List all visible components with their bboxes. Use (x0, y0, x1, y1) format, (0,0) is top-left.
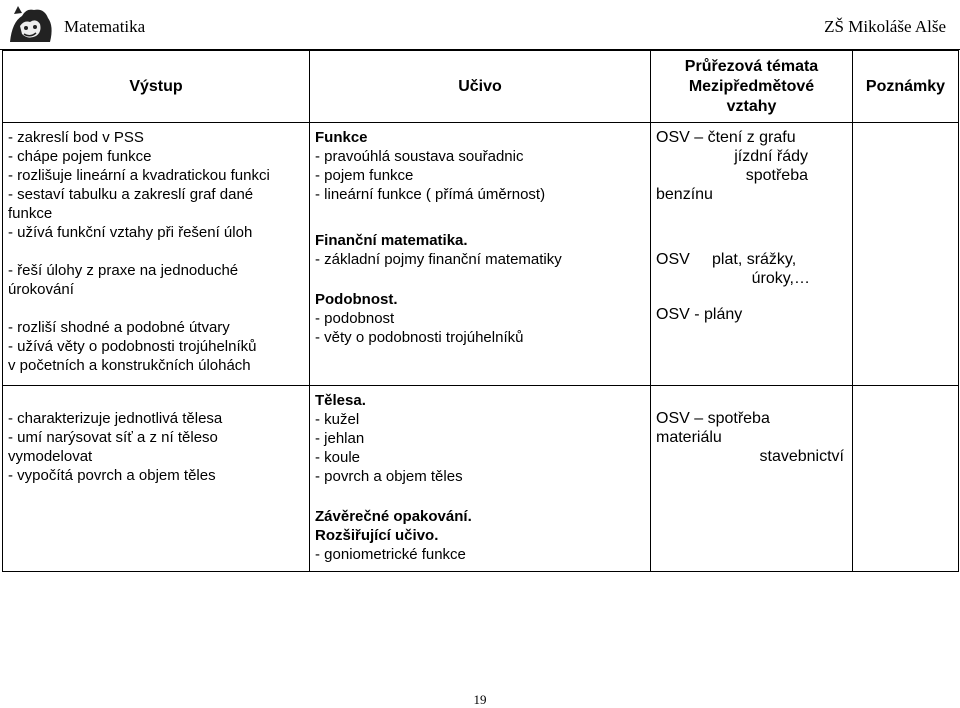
column-header-curriculum: Učivo (310, 51, 651, 123)
curriculum-item: - goniometrické funkce (315, 546, 466, 563)
cross-topic-line: materiálu (656, 429, 722, 446)
curriculum-item: - kužel (315, 411, 360, 428)
cross-header-line: Průřezová témata (684, 57, 819, 75)
cross-topics-cell (651, 123, 853, 386)
cross-header-line: vztahy (726, 97, 777, 115)
output-line: úrokování (8, 281, 74, 298)
section-title: Finanční matematika. (315, 232, 468, 249)
curriculum-cell (310, 386, 651, 572)
school-name: ZŠ Mikoláše Alše (824, 17, 946, 36)
output-line: - charakterizuje jednotlivá tělesa (8, 410, 223, 427)
spacer (315, 269, 646, 290)
cross-topic-line: OSV plat, srážky, (656, 251, 797, 268)
spacer (656, 288, 848, 305)
output-line: - užívá věty o podobnosti trojúhelníků (8, 338, 257, 355)
section-title: Tělesa. (315, 392, 366, 409)
curriculum-item: - povrch a objem těles (315, 468, 463, 485)
output-line: - řeší úlohy z praxe na jednoduché (8, 262, 239, 279)
notes-cell (853, 123, 959, 386)
cross-topic-line: benzínu (656, 186, 713, 203)
page-number: 19 (473, 692, 487, 707)
curriculum-item: - koule (315, 449, 361, 466)
curriculum-table (2, 50, 959, 572)
output-line: - rozliší shodné a podobné útvary (8, 319, 230, 336)
output-line: v početních a konstrukčních úlohách (8, 357, 251, 374)
section-title: Závěrečné opakování. (315, 508, 472, 525)
curriculum-item: - pojem funkce (315, 167, 414, 184)
cross-topic-line: OSV - plány (656, 306, 743, 323)
column-header-notes: Poznámky (853, 51, 959, 123)
output-line: - rozlišuje lineární a kvadratickou funkci (8, 167, 270, 184)
output-cell (3, 123, 310, 386)
curriculum-item: - základní pojmy finanční matematiky (315, 251, 562, 268)
output-line: - vypočítá povrch a objem těles (8, 467, 216, 484)
curriculum-item: - věty o podobnosti trojúhelníků (315, 329, 524, 346)
spacer (656, 204, 848, 250)
page-header (0, 0, 960, 50)
section-title: Funkce (315, 129, 368, 146)
spacer (315, 204, 646, 231)
curriculum-item: - pravoúhlá soustava souřadnic (315, 148, 524, 165)
output-line: - zakreslí bod v PSS (8, 129, 144, 146)
column-header-cross-topics (651, 51, 853, 123)
cross-topic-line: OSV – čtení z grafu (656, 129, 796, 146)
notes-cell (853, 386, 959, 572)
spacer (8, 242, 305, 261)
table-row (3, 386, 959, 572)
school-logo-icon (4, 2, 56, 46)
cross-topics-cell (651, 386, 853, 572)
cross-topic-line: stavebnictví (759, 448, 844, 465)
curriculum-item: - lineární funkce ( přímá úměrnost) (315, 186, 546, 203)
curriculum-cell (310, 123, 651, 386)
output-line: funkce (8, 205, 53, 222)
curriculum-item: - jehlan (315, 430, 365, 447)
output-line: vymodelovat (8, 448, 93, 465)
section-title: Rozšiřující učivo. (315, 527, 439, 544)
section-title: Podobnost. (315, 291, 398, 308)
column-header-output: Výstup (3, 51, 310, 123)
table-header-row (3, 51, 959, 123)
output-line: - umí narýsovat síť a z ní těleso (8, 429, 218, 446)
curriculum-item: - podobnost (315, 310, 395, 327)
cross-topic-line: spotřeba (745, 167, 808, 184)
output-line: - chápe pojem funkce (8, 148, 152, 165)
cross-topic-line: jízdní řády (734, 148, 808, 165)
spacer (8, 299, 305, 318)
cross-topic-line: úroky,… (751, 270, 810, 287)
spacer (315, 486, 646, 507)
table-row (3, 123, 959, 386)
output-line: - sestaví tabulku a zakreslí graf dané (8, 186, 254, 203)
cross-header-line: Mezipředmětové (688, 77, 815, 95)
output-line: - užívá funkční vztahy při řešení úloh (8, 224, 253, 241)
subject-title: Matematika (64, 17, 146, 36)
output-cell (3, 386, 310, 572)
cross-topic-line: OSV – spotřeba (656, 410, 770, 427)
